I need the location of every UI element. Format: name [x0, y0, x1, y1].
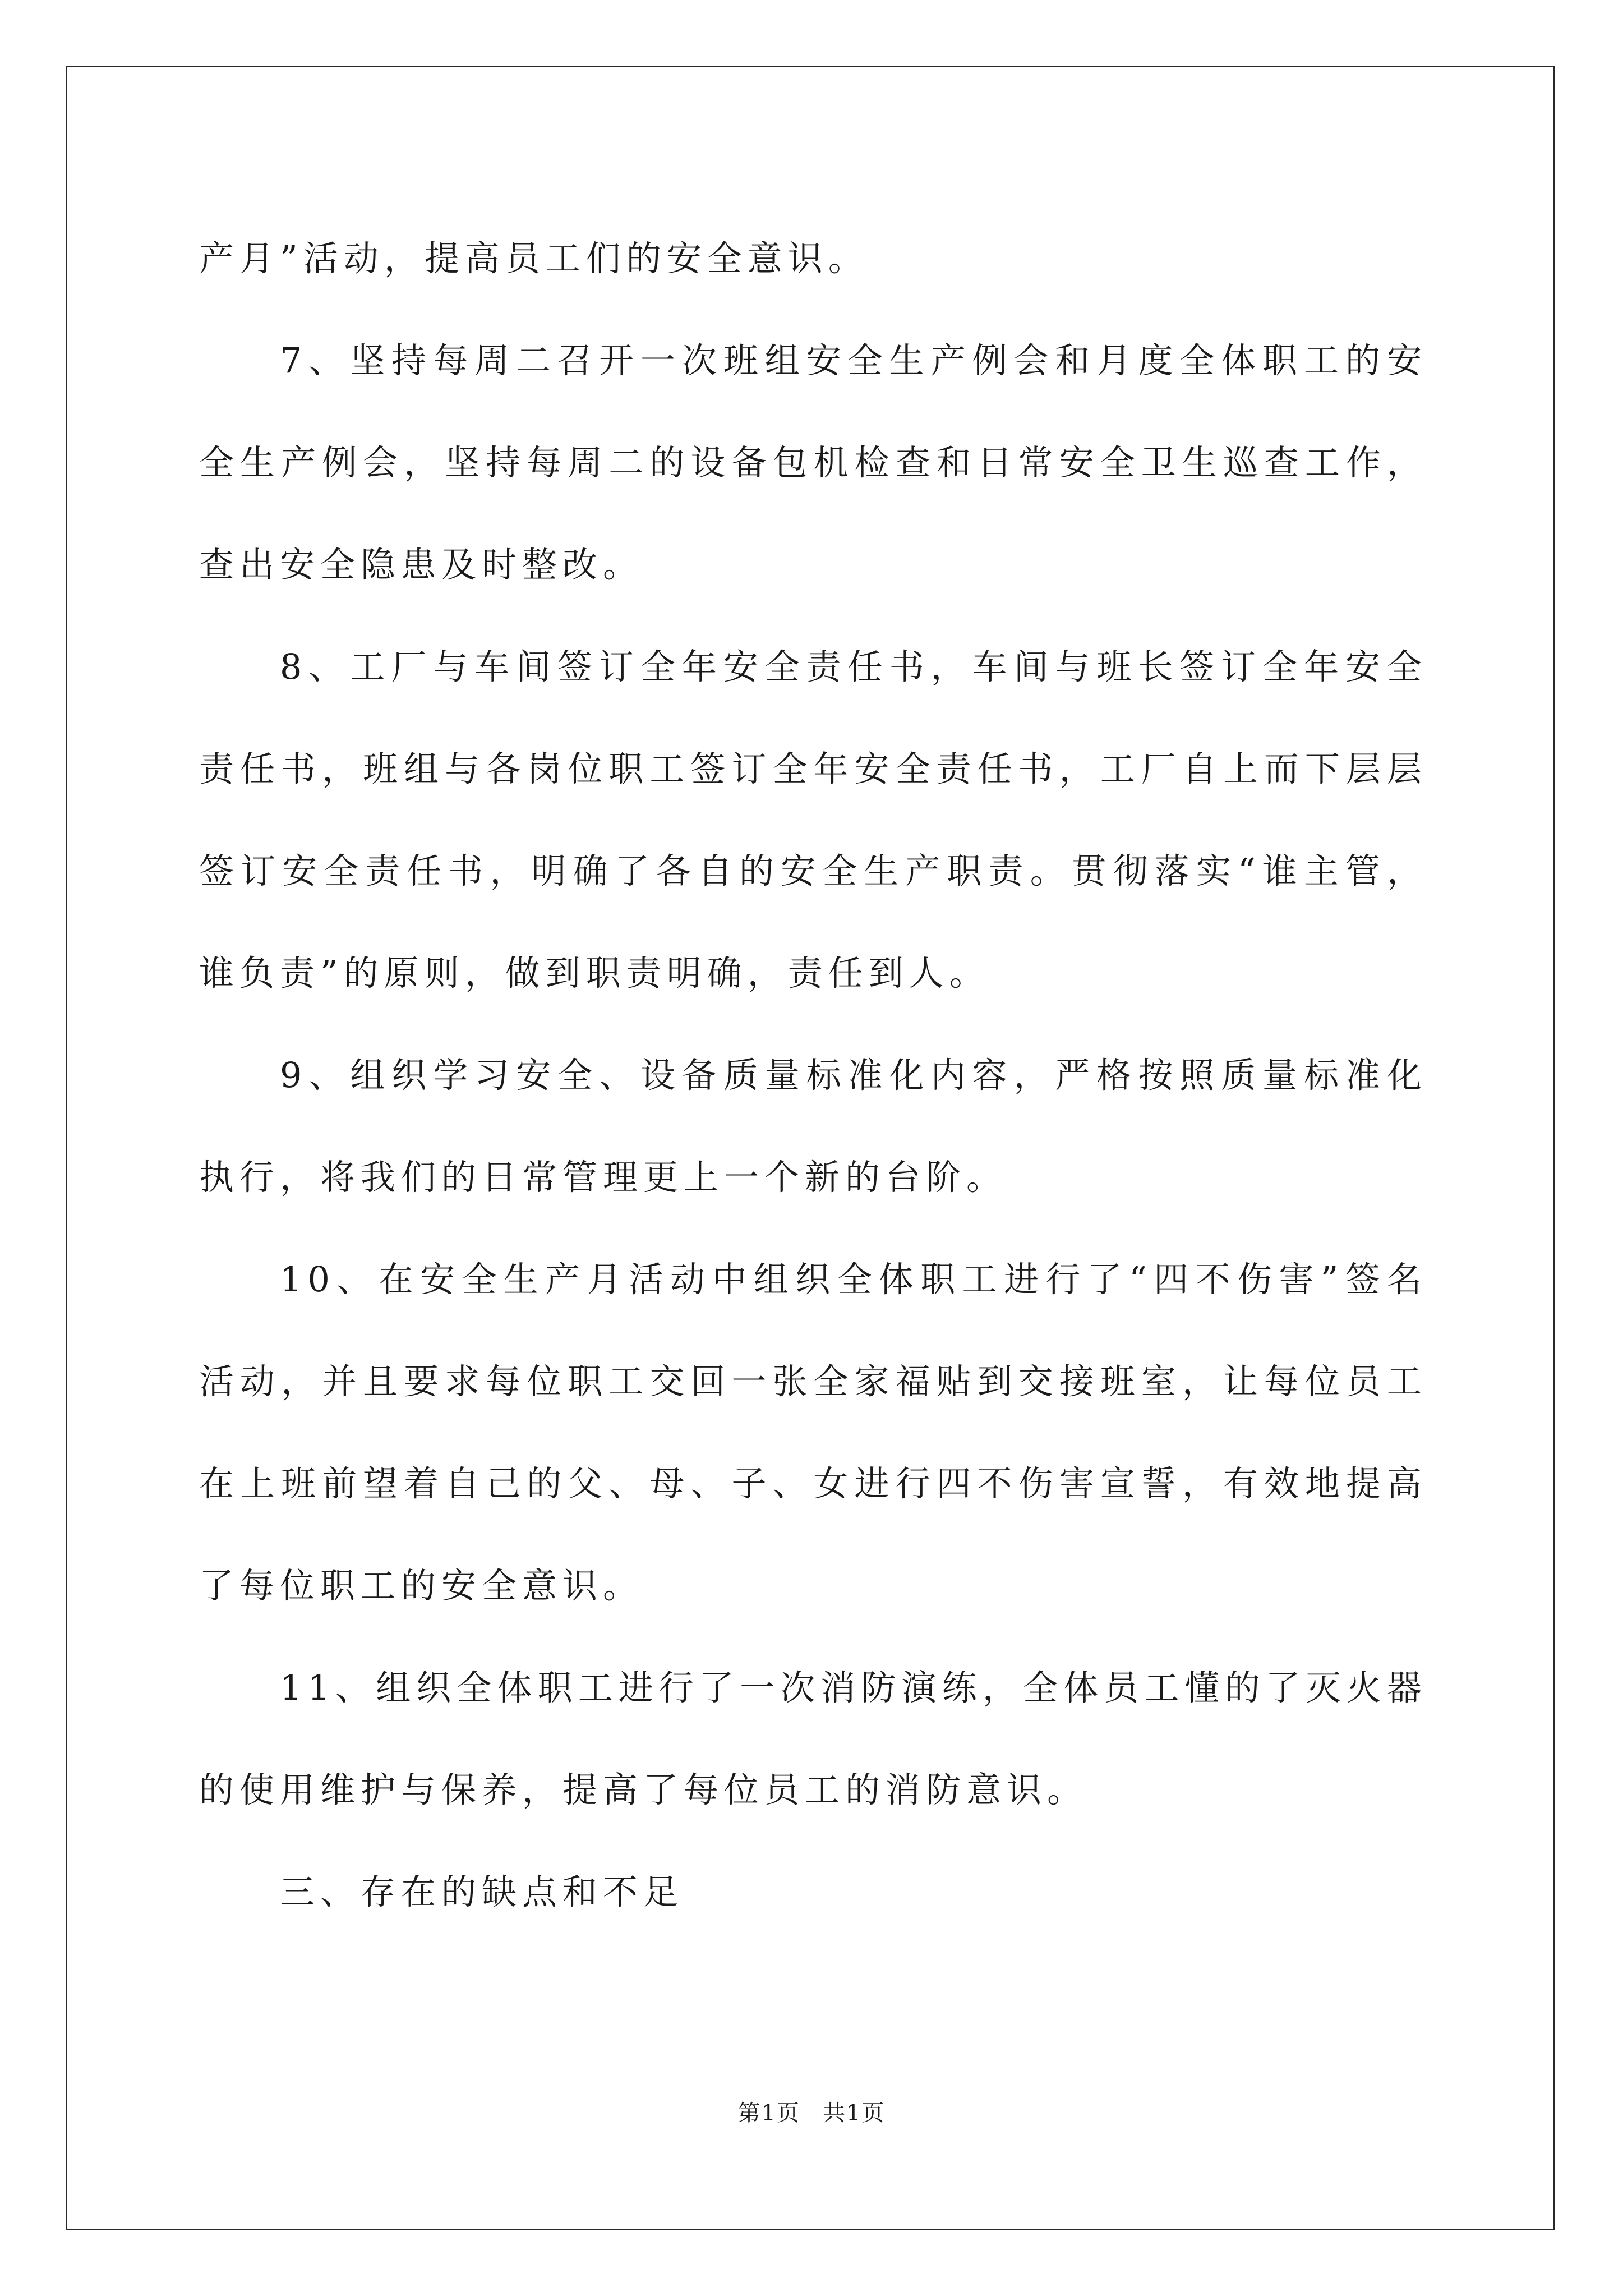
paragraph-item-7: 7、坚持每周二召开一次班组安全生产例会和月度全体职工的安全生产例会，坚持每周二的设备包机检查和日常安全卫生巡查工作，查出安全隐患及时整改。	[199, 340, 1427, 585]
paragraph-item-11: 11、组织全体职工进行了一次消防演练，全体员工懂的了灭火器的使用维护与保养，提高了每位员工的消防意识。	[199, 1667, 1427, 1810]
page-number: 第1页	[737, 2100, 800, 2126]
paragraph-item-9: 9、组织学习安全、设备质量标准化内容，严格按照质量标准化执行，将我们的日常管理更上一个新的台阶。	[199, 1055, 1427, 1198]
section-heading-3: 三、存在的缺点和不足	[280, 1871, 684, 1912]
paragraph-continuation: 产月”活动，提高员工们的安全意识。	[199, 238, 869, 279]
paragraph-item-8: 8、工厂与车间签订全年安全责任书，车间与班长签订全年安全责任书，班组与各岗位职工签订全年安全责任书，工厂自上而下层层签订安全责任书，明确了各自的安全生产职责。贯彻落实“谁主管，谁负责”的原则，做到职责明确，责任到人。	[199, 646, 1427, 993]
page-footer	[0, 2095, 1623, 2127]
document-body	[199, 208, 1427, 1943]
paragraph-item-10: 10、在安全生产月活动中组织全体职工进行了“四不伤害”签名活动，并且要求每位职工交回一张全家福贴到交接班室，让每位员工在上班前望着自己的父、母、子、女进行四不伤害宣誓，有效地提高了每位职工的安全意识。	[199, 1259, 1427, 1606]
page-total: 共1页	[823, 2100, 886, 2126]
